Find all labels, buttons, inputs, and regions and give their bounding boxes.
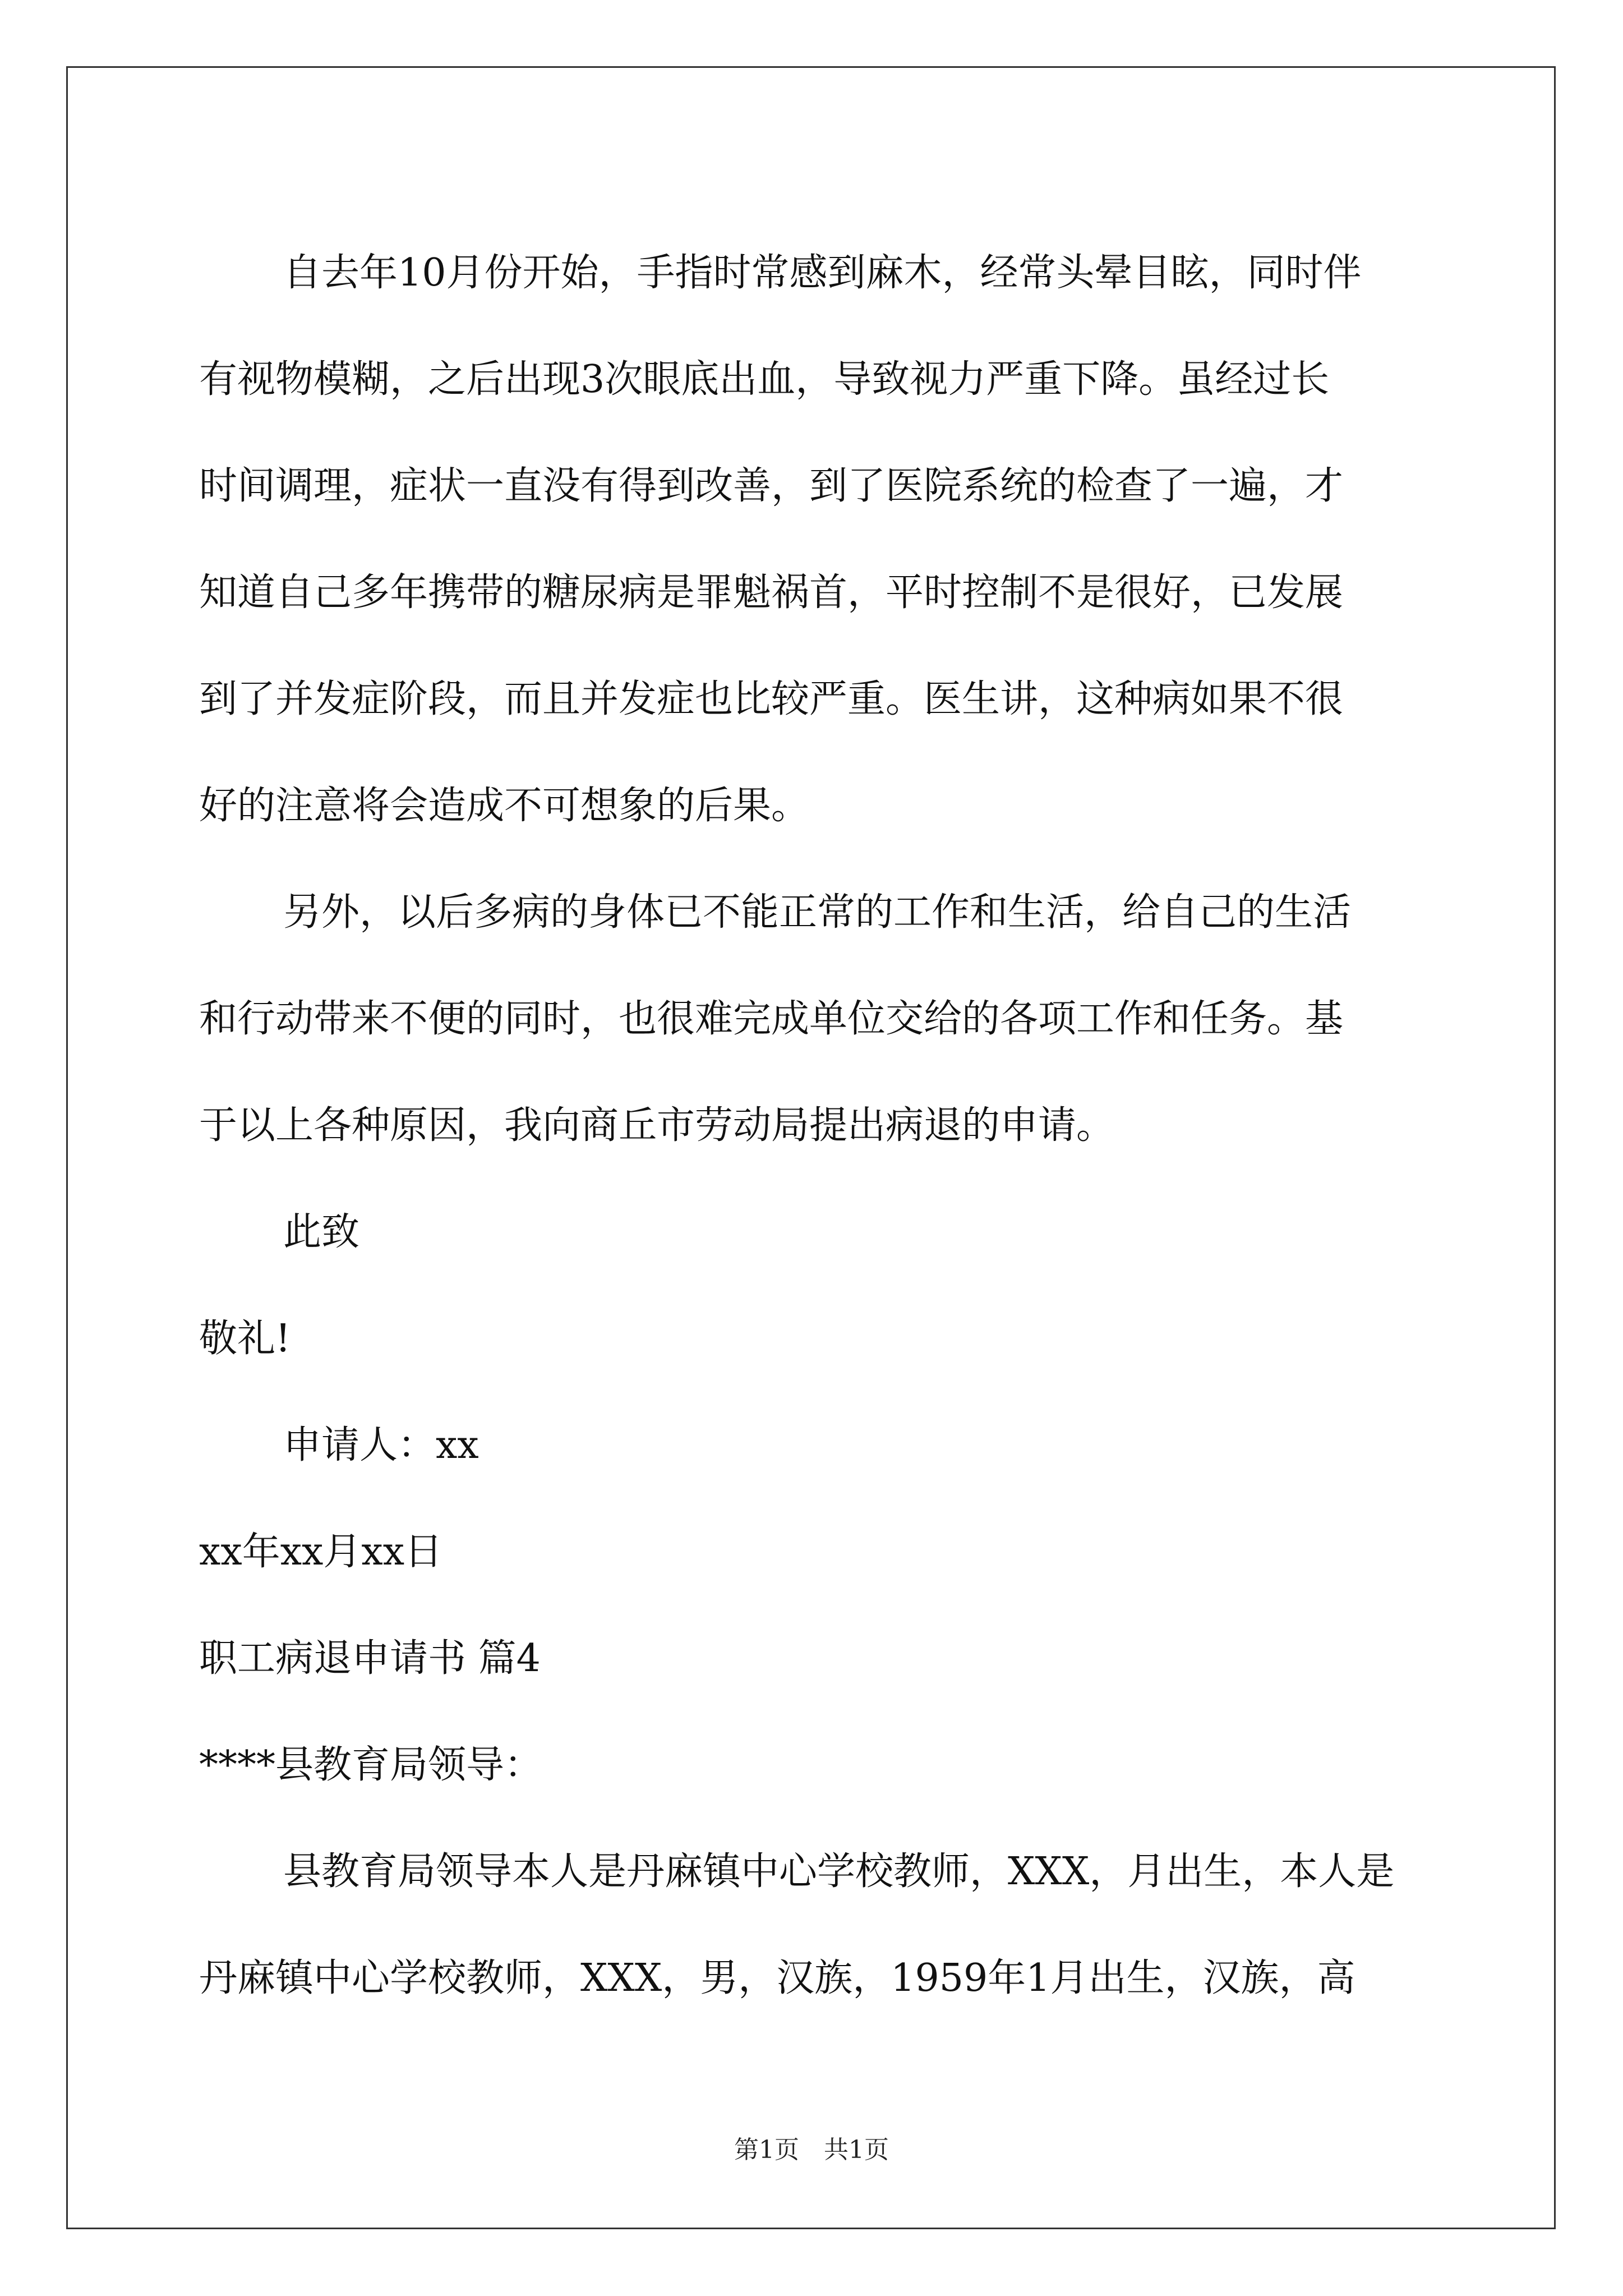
text-line: 有视物模糊，之后出现3次眼底出血，导致视力严重下降。虽经过长	[199, 357, 1330, 402]
applicant-signature: 申请人：xx	[283, 1423, 479, 1467]
text-line: 好的注意将会造成不可想象的后果。	[199, 784, 810, 828]
text-line: 于以上各种原因，我向商丘市劳动局提出病退的申请。	[199, 1103, 1115, 1148]
text-line: 丹麻镇中心学校教师，XXX，男，汉族，1959年1月出生，汉族，高	[199, 1956, 1355, 2000]
document-date: xx年xx月xx日	[199, 1530, 443, 1574]
text-line: 另外，以后多病的身体已不能正常的工作和生活，给自己的生活	[283, 890, 1352, 935]
text-line: 和行动带来不便的同时，也很难完成单位交给的各项工作和任务。基	[199, 997, 1344, 1041]
page-footer	[0, 2129, 1623, 2165]
section-title: 职工病退申请书 篇4	[199, 1636, 541, 1681]
paragraph-1	[199, 220, 1422, 859]
addressee: ****县教育局领导：	[199, 1743, 543, 1787]
closing-salutation: 此致	[283, 1210, 360, 1254]
text-line: 自去年10月份开始，手指时常感到麻木，经常头晕目眩，同时伴	[283, 251, 1362, 295]
page-number: 第1页	[734, 2136, 799, 2164]
paragraph-3	[199, 1819, 1422, 2032]
document-body	[199, 220, 1422, 2032]
text-line: 到了并发症阶段，而且并发症也比较严重。医生讲，这种病如果不很	[199, 677, 1344, 721]
text-line: 知道自己多年携带的糖尿病是罪魁祸首，平时控制不是很好，已发展	[199, 570, 1344, 615]
text-line: 时间调理，症状一直没有得到改善，到了医院系统的检查了一遍，才	[199, 464, 1344, 508]
closing-regards: 敬礼!	[199, 1317, 291, 1361]
paragraph-2	[199, 859, 1422, 1179]
text-line: 县教育局领导本人是丹麻镇中心学校教师，XXX，月出生，本人是	[283, 1849, 1395, 1894]
page-total: 共1页	[824, 2136, 889, 2164]
